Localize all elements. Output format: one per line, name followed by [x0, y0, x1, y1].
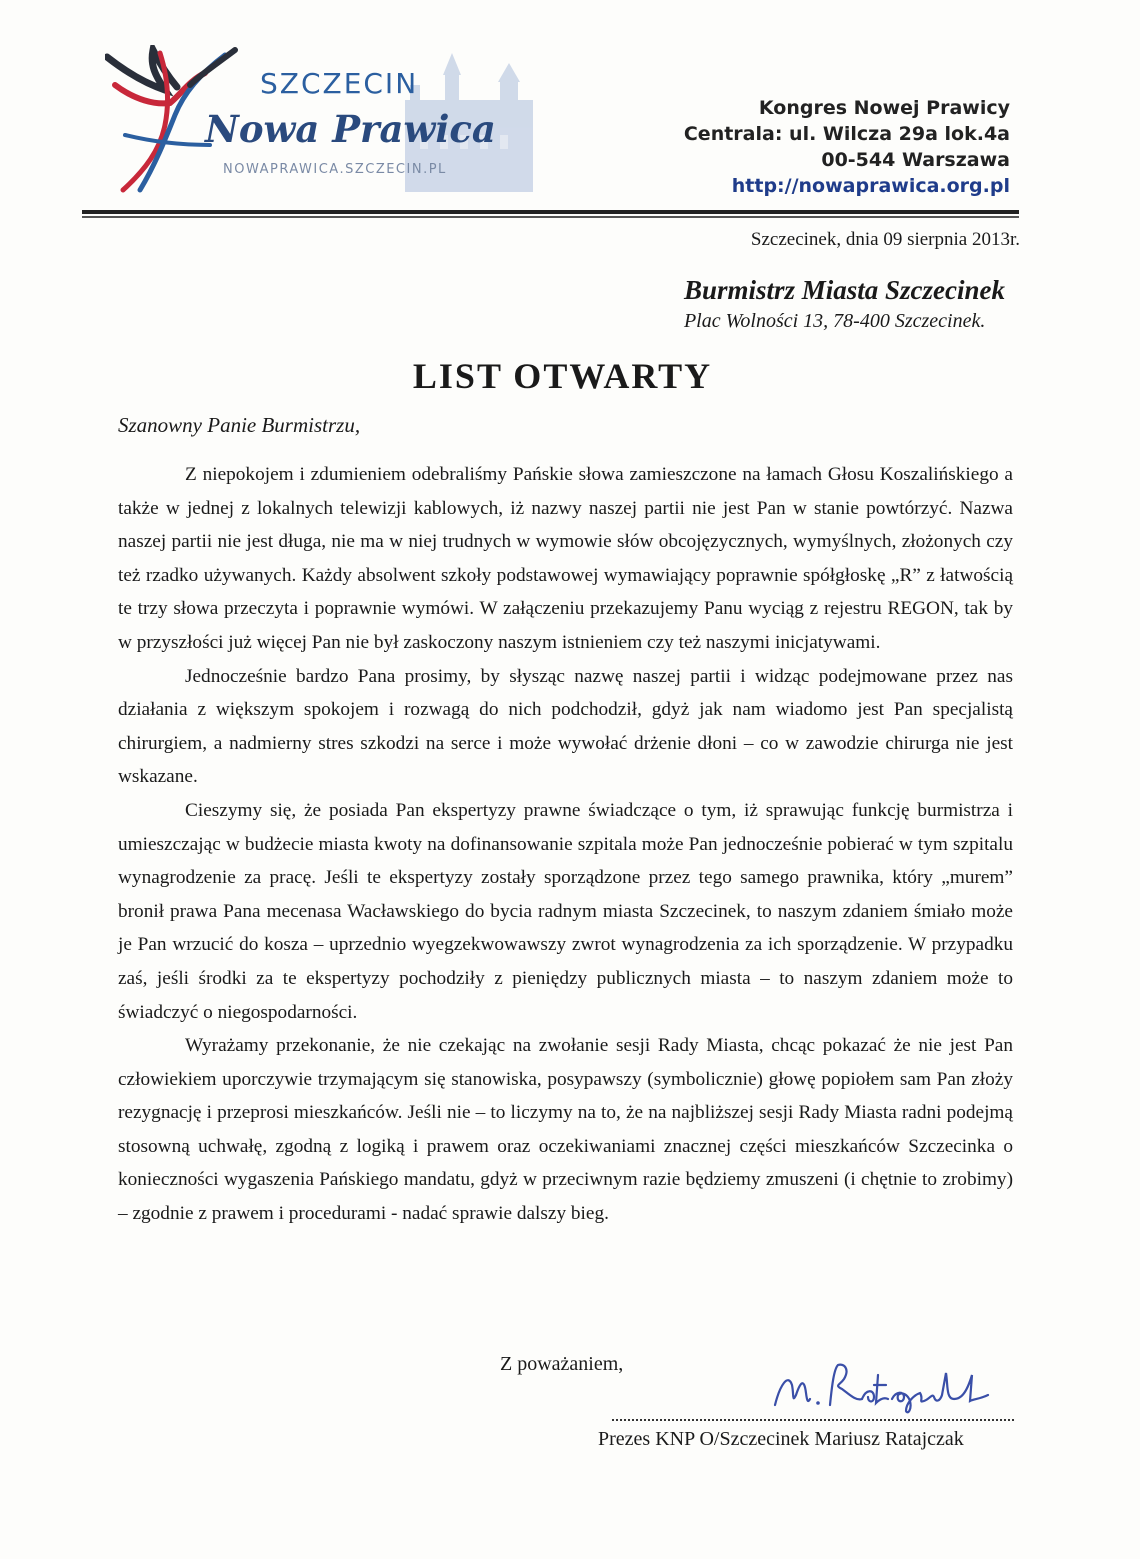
letter-heading: LIST OTWARTY — [412, 356, 713, 396]
salutation: Szanowny Panie Burmistrzu, — [118, 413, 361, 437]
paragraph: Jednocześnie bardzo Pana prosimy, by słysząc nazwę naszej partii i widząc podejmowane przez nas działania z większym spokojem i rozwagą do nich podchodził, gdyż jak nam wiadomo jest Pan specjalistą chirurgiem, a nadmierny stres szkodzi na serce i może wywołać drżenie dłoni – co w zawodzie chirurga nie jest wskazane. — [118, 665, 1013, 788]
paragraph: Cieszymy się, że posiada Pan ekspertyzy prawne świadczące o tym, iż sprawując funkcję burmistrza i umieszczając w budżecie miasta kwoty na dofinansowanie szpitala może Pan jednocześnie pobierać w tym szpitalu wynagrodzenie za pracę. Jeśli te ekspertyzy zostały sporządzone przez tego samego prawnika, który „murem” bronił prawa Pana mecenasa Wacławskiego do bycia radnym miasta Szczecinek, to naszym zdaniem śmiało może je Pan wrzucić do kosza – uprzednio wyegzekwowawszy zwrot wynagrodzenia za ich sporządzenie. W przypadku zaś, jeśli środki za te ekspertyzy pochodziły z pieniędzy publicznych miasta – to naszym zdaniem może to świadczyć o niegospodarności. — [118, 799, 1013, 1023]
addressee-address: Plac Wolności 13, 78-400 Szczecinek. — [683, 310, 986, 332]
letter-body — [118, 458, 1013, 1231]
org-city: 00-544 Warszawa — [821, 149, 1010, 171]
addressee-block — [684, 275, 1005, 333]
letter-date: Szczecinek, dnia 09 sierpnia 2013r. — [750, 229, 1020, 250]
logo-city: SZCZECIN — [260, 67, 419, 100]
closing: Z poważaniem, — [500, 1353, 624, 1375]
logo-url: NOWAPRAWICA.SZCZECIN.PL — [223, 162, 447, 177]
org-name: Kongres Nowej Prawicy — [758, 97, 1010, 119]
addressee-title: Burmistrz Miasta Szczecinek — [683, 275, 1005, 305]
org-url[interactable]: http://nowaprawica.org.pl — [731, 175, 1010, 197]
signature-line — [612, 1405, 1014, 1421]
logo-party-name: Nowa Prawica — [205, 107, 496, 151]
party-logo — [105, 45, 535, 195]
header-divider-thin — [82, 216, 1019, 218]
organization-address — [684, 95, 1010, 199]
signer-name: Prezes KNP O/Szczecinek Mariusz Ratajczak — [598, 1428, 964, 1450]
header-divider — [82, 210, 1019, 214]
org-street: Centrala: ul. Wilcza 29a lok.4a — [683, 123, 1010, 145]
paragraph: Wyrażamy przekonanie, że nie czekając na zwołanie sesji Rady Miasta, chcąc pokazać że nie jest Pan człowiekiem uporczywie trzymającym się stanowiska, posypawszy (symbolicznie) głowę popiołem sam Pan złoży rezygnację i przeprosi mieszkańców. Jeśli nie – to liczymy na to, że na najbliższej sesji Rady Miasta radni podejmą stosowną uchwałę, zgodną z logiką i prawem oraz oczekiwaniami znacznej części mieszkańców Szczecinka o konieczności wygaszenia Pańskiego mandatu, gdyż w przeciwnym razie będziemy zmuszeni (i chętnie to zrobimy) – zgodnie z prawem i procedurami - nadać sprawie dalszy bieg. — [118, 1035, 1013, 1225]
paragraph: Z niepokojem i zdumieniem odebraliśmy Pańskie słowa zamieszczone na łamach Głosu Koszalińskiego a także w jednej z lokalnych telewizji kablowych, iż nazwy naszej partii nie jest Pan w stanie powtórzyć. Nazwa naszej partii nie jest długa, nie ma w niej trudnych w wymowie słów obcojęzycznych, wymyślnych, złożonych czy też rzadko używanych. Każdy absolwent szkoły podstawowej wymawiający poprawnie spółgłoskę „R” z łatwością te trzy słowa przeczyta i poprawnie wymówi. W załączeniu przekazujemy Panu wyciąg z rejestru REGON, tak by w przyszłości już więcej Pan nie był zaskoczony naszym istnieniem czy też naszymi inicjatywami. — [118, 464, 1013, 653]
